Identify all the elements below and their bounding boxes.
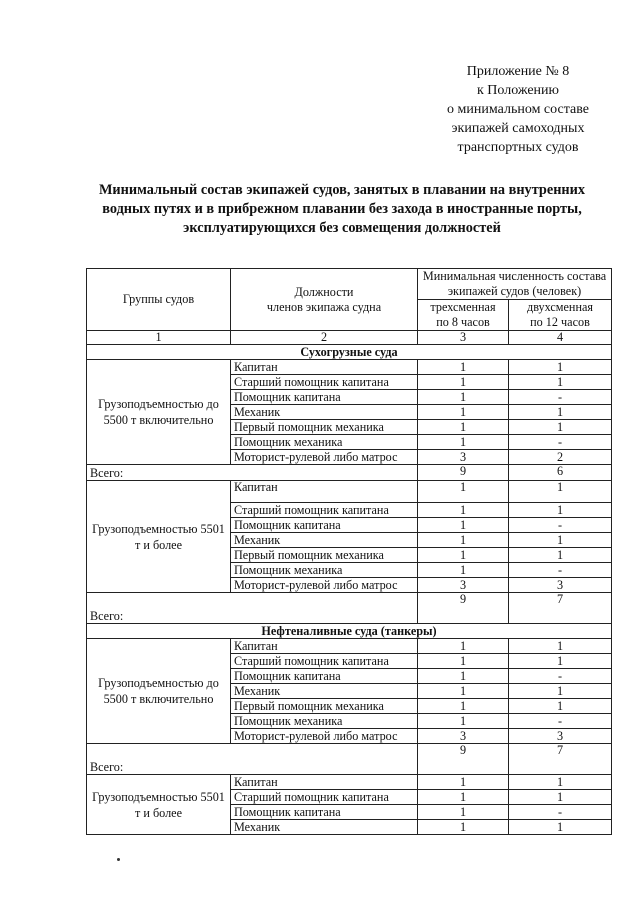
position-cell: Помощник капитана — [231, 390, 418, 405]
three-shift-count: 1 — [418, 639, 509, 654]
two-shift-count: 1 — [509, 405, 612, 420]
two-shift-count: 1 — [509, 548, 612, 563]
three-shift-count: 1 — [418, 775, 509, 790]
total-two-shift: 7 — [509, 744, 612, 775]
two-shift-count: - — [509, 435, 612, 450]
vessel-group: Грузоподъемностью до 5500 т включительно — [87, 639, 231, 744]
position-cell: Старший помощник капитана — [231, 654, 418, 669]
total-two-shift: 7 — [509, 593, 612, 624]
title-line: водных путях и в прибрежном плавании без захода в иностранные порты, — [102, 201, 582, 217]
two-shift-count: - — [509, 390, 612, 405]
three-shift-count: 1 — [418, 805, 509, 820]
header-positions — [231, 269, 418, 331]
total-three-shift: 9 — [418, 744, 509, 775]
position-cell: Механик — [231, 405, 418, 420]
total-two-shift: 6 — [509, 465, 612, 481]
vessel-group: Грузоподъемностью 5501 т и более — [87, 481, 231, 593]
two-shift-count: 1 — [509, 699, 612, 714]
total-row — [87, 744, 612, 775]
position-cell: Помощник капитана — [231, 805, 418, 820]
position-cell: Помощник механика — [231, 563, 418, 578]
vessel-group: Грузоподъемностью до 5500 т включительно — [87, 360, 231, 465]
stray-dot — [117, 858, 120, 861]
position-cell: Моторист-рулевой либо матрос — [231, 450, 418, 465]
section-row — [87, 345, 612, 360]
section-row — [87, 624, 612, 639]
three-shift-count: 1 — [418, 503, 509, 518]
appendix-line: к Положению — [476, 83, 559, 98]
position-cell: Механик — [231, 684, 418, 699]
table-row — [87, 481, 612, 503]
three-shift-count: 1 — [418, 481, 509, 503]
two-shift-count: 1 — [509, 790, 612, 805]
three-shift-count: 3 — [418, 578, 509, 593]
two-shift-count: 3 — [509, 578, 612, 593]
header-two-shift-line: по 12 часов — [530, 315, 590, 329]
two-shift-count: 1 — [509, 481, 612, 503]
position-cell: Помощник механика — [231, 714, 418, 729]
three-shift-count: 1 — [418, 360, 509, 375]
position-cell: Механик — [231, 820, 418, 835]
two-shift-count: 1 — [509, 533, 612, 548]
three-shift-count: 1 — [418, 684, 509, 699]
three-shift-count: 1 — [418, 518, 509, 533]
header-two-shift-line: двухсменная — [527, 300, 593, 314]
two-shift-count: - — [509, 518, 612, 533]
crew-table — [86, 268, 612, 835]
table-row — [87, 775, 612, 790]
three-shift-count: 1 — [418, 820, 509, 835]
two-shift-count: 1 — [509, 420, 612, 435]
two-shift-count: 1 — [509, 503, 612, 518]
header-three-shift-line: по 8 часов — [436, 315, 490, 329]
position-cell: Старший помощник капитана — [231, 375, 418, 390]
total-three-shift: 9 — [418, 465, 509, 481]
three-shift-count: 1 — [418, 563, 509, 578]
two-shift-count: 1 — [509, 639, 612, 654]
header-groups: Группы судов — [87, 269, 231, 331]
document-title — [62, 181, 622, 238]
two-shift-count: - — [509, 714, 612, 729]
two-shift-count: 1 — [509, 360, 612, 375]
three-shift-count: 1 — [418, 390, 509, 405]
three-shift-count: 1 — [418, 699, 509, 714]
three-shift-count: 1 — [418, 654, 509, 669]
total-three-shift: 9 — [418, 593, 509, 624]
total-label: Всего: — [87, 465, 418, 481]
vessel-group: Грузоподъемностью 5501 т и более — [87, 775, 231, 835]
column-number: 4 — [509, 331, 612, 345]
header-min-crew: Минимальная численность состава экипажей судов (человек) — [418, 269, 612, 300]
three-shift-count: 1 — [418, 405, 509, 420]
total-row — [87, 593, 612, 624]
three-shift-count: 3 — [418, 729, 509, 744]
two-shift-count: - — [509, 563, 612, 578]
total-label: Всего: — [87, 593, 418, 624]
three-shift-count: 1 — [418, 375, 509, 390]
position-cell: Первый помощник механика — [231, 548, 418, 563]
three-shift-count: 3 — [418, 450, 509, 465]
position-cell: Помощник капитана — [231, 669, 418, 684]
appendix-line: экипажей самоходных — [451, 121, 585, 136]
header-two-shift — [509, 300, 612, 331]
three-shift-count: 1 — [418, 435, 509, 450]
two-shift-count: - — [509, 669, 612, 684]
two-shift-count: 1 — [509, 684, 612, 699]
position-cell: Первый помощник механика — [231, 699, 418, 714]
header-positions-line: Должности — [294, 284, 354, 299]
three-shift-count: 1 — [418, 420, 509, 435]
two-shift-count: 3 — [509, 729, 612, 744]
two-shift-count: 2 — [509, 450, 612, 465]
position-cell: Капитан — [231, 639, 418, 654]
header-positions-line: членов экипажа судна — [266, 299, 382, 314]
header-three-shift — [418, 300, 509, 331]
position-cell: Старший помощник капитана — [231, 503, 418, 518]
two-shift-count: 1 — [509, 375, 612, 390]
section-title: Нефтеналивные суда (танкеры) — [87, 624, 612, 639]
three-shift-count: 1 — [418, 714, 509, 729]
two-shift-count: - — [509, 805, 612, 820]
position-cell: Моторист-рулевой либо матрос — [231, 578, 418, 593]
two-shift-count: 1 — [509, 775, 612, 790]
table-row — [87, 360, 612, 375]
title-line: Минимальный состав экипажей судов, занятых в плавании на внутренних — [98, 182, 586, 198]
position-cell: Капитан — [231, 360, 418, 375]
position-cell: Механик — [231, 533, 418, 548]
column-number: 2 — [231, 331, 418, 345]
position-cell: Капитан — [231, 481, 418, 503]
total-label: Всего: — [87, 744, 418, 775]
header-three-shift-line: трехсменная — [430, 300, 496, 314]
position-cell: Помощник капитана — [231, 518, 418, 533]
table-row — [87, 639, 612, 654]
appendix-line: о минимальном составе — [447, 102, 589, 117]
title-line: эксплуатирующихся без совмещения должностей — [183, 220, 501, 236]
position-cell: Капитан — [231, 775, 418, 790]
three-shift-count: 1 — [418, 669, 509, 684]
appendix-line: транспортных судов — [457, 140, 579, 155]
position-cell: Старший помощник капитана — [231, 790, 418, 805]
appendix-block — [418, 62, 618, 157]
two-shift-count: 1 — [509, 820, 612, 835]
section-title: Сухогрузные суда — [87, 345, 612, 360]
two-shift-count: 1 — [509, 654, 612, 669]
three-shift-count: 1 — [418, 790, 509, 805]
appendix-line: Приложение № 8 — [466, 64, 570, 79]
three-shift-count: 1 — [418, 533, 509, 548]
position-cell: Моторист-рулевой либо матрос — [231, 729, 418, 744]
column-number: 1 — [87, 331, 231, 345]
three-shift-count: 1 — [418, 548, 509, 563]
column-number: 3 — [418, 331, 509, 345]
position-cell: Первый помощник механика — [231, 420, 418, 435]
position-cell: Помощник механика — [231, 435, 418, 450]
total-row — [87, 465, 612, 481]
